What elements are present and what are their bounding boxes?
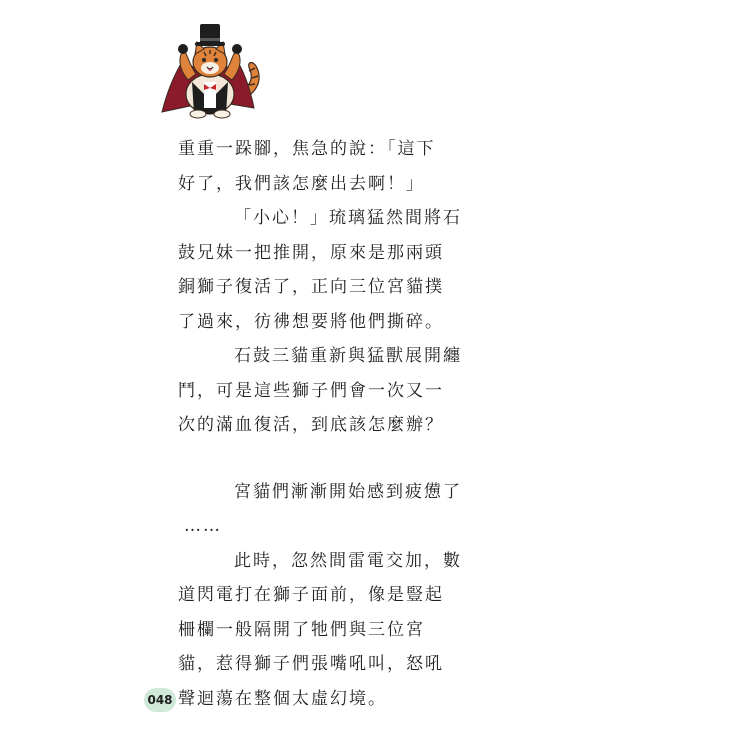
text-line: 了過來，彷彿想要將他們撕碎。 bbox=[178, 311, 444, 332]
text-line: 貓，惹得獅子們張嘴吼叫，怒吼 bbox=[178, 654, 444, 674]
text-line: 次的滿血復活，到底該怎麼辦？ bbox=[178, 415, 444, 435]
text-line: 銅獅子復活了，正向三位宮貓撲 bbox=[178, 277, 444, 297]
text-line: 重重一跺腳，焦急的說：「這下 bbox=[178, 139, 436, 159]
text-line: …… bbox=[184, 516, 222, 536]
cat-magician-icon bbox=[160, 22, 270, 122]
text-line: 「小心！」琉璃猛然間將石 bbox=[234, 208, 462, 228]
text-line: 此時，忽然間雷電交加，數 bbox=[234, 550, 462, 571]
paragraph-gap bbox=[178, 443, 578, 475]
text-line: 宮貓們漸漸開始感到疲憊了 bbox=[234, 481, 462, 502]
text-line: 柵欄一般隔開了牠們與三位宮 bbox=[178, 619, 425, 640]
text-line: 石鼓三貓重新與猛獸展開纏 bbox=[234, 346, 462, 366]
text-line: 鬥，可是這些獅子們會一次又一 bbox=[178, 380, 444, 401]
text-line: 聲迴蕩在整個太虛幻境。 bbox=[178, 688, 387, 709]
story-text bbox=[178, 132, 578, 716]
text-line: 鼓兄妹一把推開，原來是那兩頭 bbox=[178, 242, 444, 263]
page-number: 048 bbox=[144, 688, 176, 712]
text-line: 道閃電打在獅子面前，像是豎起 bbox=[178, 585, 444, 605]
text-line: 好了，我們該怎麼出去啊！」 bbox=[178, 173, 425, 194]
